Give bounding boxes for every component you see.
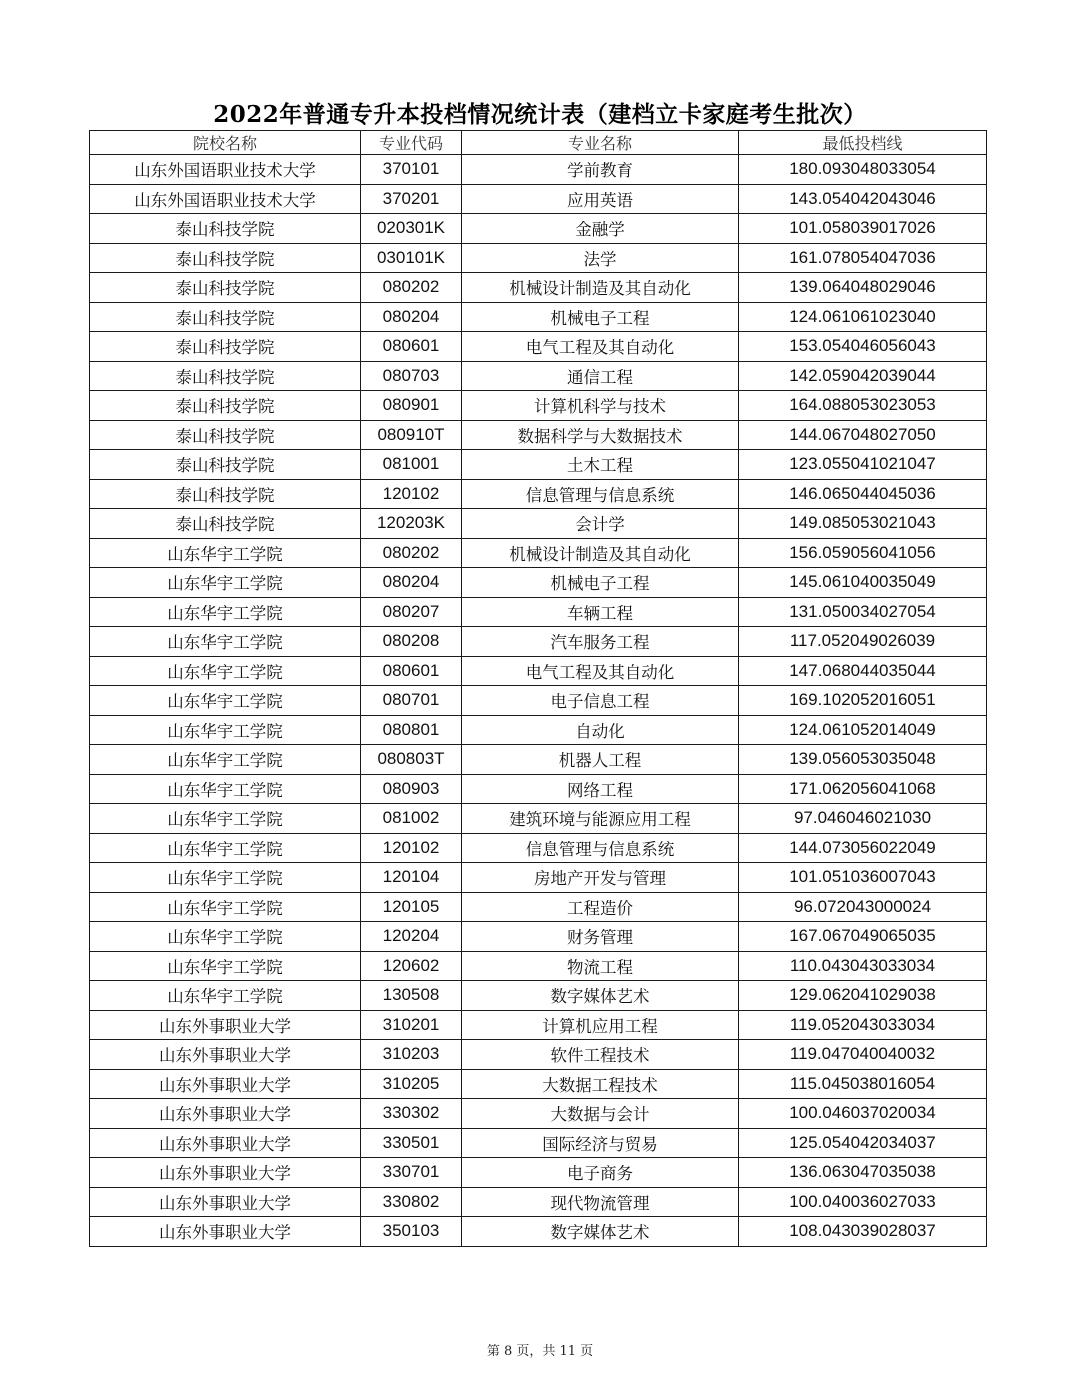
major-name-cell: 电气工程及其自动化 bbox=[462, 656, 739, 686]
major-name-cell: 数据科学与大数据技术 bbox=[462, 420, 739, 450]
school-name-cell: 山东华宇工学院 bbox=[90, 745, 361, 775]
min-score-cell: 119.052043033034 bbox=[739, 1010, 987, 1040]
major-code-cell: 120104 bbox=[361, 863, 462, 893]
table-row bbox=[90, 361, 987, 391]
table-row bbox=[90, 538, 987, 568]
school-name-cell: 泰山科技学院 bbox=[90, 214, 361, 244]
school-name-cell: 泰山科技学院 bbox=[90, 509, 361, 539]
min-score-cell: 124.061052014049 bbox=[739, 715, 987, 745]
major-code-cell: 120602 bbox=[361, 951, 462, 981]
table-row bbox=[90, 863, 987, 893]
min-score-cell: 125.054042034037 bbox=[739, 1128, 987, 1158]
major-code-cell: 350103 bbox=[361, 1217, 462, 1247]
table-row bbox=[90, 774, 987, 804]
major-code-cell: 080803T bbox=[361, 745, 462, 775]
school-name-cell: 泰山科技学院 bbox=[90, 479, 361, 509]
major-code-cell: 030101K bbox=[361, 243, 462, 273]
min-score-cell: 156.059056041056 bbox=[739, 538, 987, 568]
table-row bbox=[90, 273, 987, 303]
major-code-cell: 310201 bbox=[361, 1010, 462, 1040]
major-code-cell: 080801 bbox=[361, 715, 462, 745]
school-name-cell: 山东外事职业大学 bbox=[90, 1010, 361, 1040]
school-name-cell: 泰山科技学院 bbox=[90, 420, 361, 450]
major-code-cell: 081002 bbox=[361, 804, 462, 834]
school-name-cell: 泰山科技学院 bbox=[90, 361, 361, 391]
major-code-cell: 330701 bbox=[361, 1158, 462, 1188]
table-row bbox=[90, 656, 987, 686]
min-score-cell: 146.065044045036 bbox=[739, 479, 987, 509]
min-score-cell: 108.043039028037 bbox=[739, 1217, 987, 1247]
min-score-cell: 131.050034027054 bbox=[739, 597, 987, 627]
major-code-cell: 080204 bbox=[361, 302, 462, 332]
table-row bbox=[90, 450, 987, 480]
school-name-cell: 山东外事职业大学 bbox=[90, 1040, 361, 1070]
min-score-cell: 142.059042039044 bbox=[739, 361, 987, 391]
major-name-cell: 财务管理 bbox=[462, 922, 739, 952]
major-code-cell: 080910T bbox=[361, 420, 462, 450]
major-name-cell: 数字媒体艺术 bbox=[462, 1217, 739, 1247]
major-code-cell: 081001 bbox=[361, 450, 462, 480]
table-row bbox=[90, 420, 987, 450]
table-row bbox=[90, 686, 987, 716]
major-name-cell: 建筑环境与能源应用工程 bbox=[462, 804, 739, 834]
school-name-cell: 山东华宇工学院 bbox=[90, 568, 361, 598]
school-name-cell: 泰山科技学院 bbox=[90, 243, 361, 273]
school-name-cell: 山东华宇工学院 bbox=[90, 951, 361, 981]
major-name-cell: 土木工程 bbox=[462, 450, 739, 480]
major-name-cell: 物流工程 bbox=[462, 951, 739, 981]
major-code-cell: 310205 bbox=[361, 1069, 462, 1099]
table-row bbox=[90, 214, 987, 244]
min-score-cell: 145.061040035049 bbox=[739, 568, 987, 598]
major-name-cell: 电子信息工程 bbox=[462, 686, 739, 716]
page-title: 2022年普通专升本投档情况统计表（建档立卡家庭考生批次） bbox=[213, 101, 867, 128]
min-score-cell: 161.078054047036 bbox=[739, 243, 987, 273]
major-code-cell: 310203 bbox=[361, 1040, 462, 1070]
major-code-cell: 020301K bbox=[361, 214, 462, 244]
major-code-cell: 080202 bbox=[361, 273, 462, 303]
major-name-cell: 机械设计制造及其自动化 bbox=[462, 538, 739, 568]
table-row bbox=[90, 1128, 987, 1158]
major-code-cell: 120203K bbox=[361, 509, 462, 539]
min-score-cell: 117.052049026039 bbox=[739, 627, 987, 657]
major-code-cell: 120102 bbox=[361, 479, 462, 509]
major-name-cell: 法学 bbox=[462, 243, 739, 273]
school-name-cell: 山东华宇工学院 bbox=[90, 863, 361, 893]
major-name-cell: 大数据工程技术 bbox=[462, 1069, 739, 1099]
table-row bbox=[90, 922, 987, 952]
major-code-cell: 370101 bbox=[361, 155, 462, 185]
major-code-cell: 080903 bbox=[361, 774, 462, 804]
min-score-cell: 144.067048027050 bbox=[739, 420, 987, 450]
table-row bbox=[90, 332, 987, 362]
min-score-cell: 124.061061023040 bbox=[739, 302, 987, 332]
min-score-cell: 171.062056041068 bbox=[739, 774, 987, 804]
school-name-cell: 山东外事职业大学 bbox=[90, 1217, 361, 1247]
min-score-cell: 139.056053035048 bbox=[739, 745, 987, 775]
table-row bbox=[90, 1217, 987, 1247]
table-row bbox=[90, 1158, 987, 1188]
major-name-cell: 电子商务 bbox=[462, 1158, 739, 1188]
table-row bbox=[90, 833, 987, 863]
min-score-cell: 164.088053023053 bbox=[739, 391, 987, 421]
school-name-cell: 山东外事职业大学 bbox=[90, 1128, 361, 1158]
table-row bbox=[90, 302, 987, 332]
school-name-cell: 山东外国语职业技术大学 bbox=[90, 155, 361, 185]
school-name-cell: 山东外事职业大学 bbox=[90, 1158, 361, 1188]
major-name-cell: 自动化 bbox=[462, 715, 739, 745]
min-score-cell: 129.062041029038 bbox=[739, 981, 987, 1011]
major-name-cell: 房地产开发与管理 bbox=[462, 863, 739, 893]
school-name-cell: 山东华宇工学院 bbox=[90, 804, 361, 834]
header-school: 院校名称 bbox=[90, 131, 361, 155]
major-name-cell: 应用英语 bbox=[462, 184, 739, 214]
table-header-row bbox=[90, 131, 987, 155]
table-row bbox=[90, 509, 987, 539]
min-score-cell: 115.045038016054 bbox=[739, 1069, 987, 1099]
min-score-cell: 149.085053021043 bbox=[739, 509, 987, 539]
major-name-cell: 信息管理与信息系统 bbox=[462, 479, 739, 509]
table-row bbox=[90, 804, 987, 834]
school-name-cell: 山东华宇工学院 bbox=[90, 538, 361, 568]
major-name-cell: 会计学 bbox=[462, 509, 739, 539]
major-name-cell: 通信工程 bbox=[462, 361, 739, 391]
table-row bbox=[90, 745, 987, 775]
min-score-cell: 101.058039017026 bbox=[739, 214, 987, 244]
min-score-cell: 101.051036007043 bbox=[739, 863, 987, 893]
school-name-cell: 泰山科技学院 bbox=[90, 302, 361, 332]
table-row bbox=[90, 981, 987, 1011]
major-name-cell: 工程造价 bbox=[462, 892, 739, 922]
table-row bbox=[90, 568, 987, 598]
table-row bbox=[90, 597, 987, 627]
major-code-cell: 130508 bbox=[361, 981, 462, 1011]
school-name-cell: 山东外事职业大学 bbox=[90, 1187, 361, 1217]
major-code-cell: 120105 bbox=[361, 892, 462, 922]
major-name-cell: 机械电子工程 bbox=[462, 568, 739, 598]
school-name-cell: 山东华宇工学院 bbox=[90, 981, 361, 1011]
major-code-cell: 370201 bbox=[361, 184, 462, 214]
school-name-cell: 泰山科技学院 bbox=[90, 450, 361, 480]
major-name-cell: 电气工程及其自动化 bbox=[462, 332, 739, 362]
major-name-cell: 车辆工程 bbox=[462, 597, 739, 627]
school-name-cell: 山东华宇工学院 bbox=[90, 922, 361, 952]
school-name-cell: 山东华宇工学院 bbox=[90, 774, 361, 804]
school-name-cell: 山东外事职业大学 bbox=[90, 1069, 361, 1099]
major-name-cell: 金融学 bbox=[462, 214, 739, 244]
min-score-cell: 169.102052016051 bbox=[739, 686, 987, 716]
min-score-cell: 100.046037020034 bbox=[739, 1099, 987, 1129]
school-name-cell: 山东华宇工学院 bbox=[90, 892, 361, 922]
table-row bbox=[90, 479, 987, 509]
table-row bbox=[90, 155, 987, 185]
school-name-cell: 山东华宇工学院 bbox=[90, 656, 361, 686]
major-code-cell: 080207 bbox=[361, 597, 462, 627]
major-name-cell: 汽车服务工程 bbox=[462, 627, 739, 657]
school-name-cell: 山东华宇工学院 bbox=[90, 597, 361, 627]
major-code-cell: 120204 bbox=[361, 922, 462, 952]
major-code-cell: 080202 bbox=[361, 538, 462, 568]
school-name-cell: 泰山科技学院 bbox=[90, 273, 361, 303]
major-name-cell: 机器人工程 bbox=[462, 745, 739, 775]
header-major-code: 专业代码 bbox=[361, 131, 462, 155]
table-row bbox=[90, 1010, 987, 1040]
major-name-cell: 现代物流管理 bbox=[462, 1187, 739, 1217]
major-name-cell: 计算机科学与技术 bbox=[462, 391, 739, 421]
min-score-cell: 147.068044035044 bbox=[739, 656, 987, 686]
major-name-cell: 网络工程 bbox=[462, 774, 739, 804]
major-name-cell: 大数据与会计 bbox=[462, 1099, 739, 1129]
major-name-cell: 学前教育 bbox=[462, 155, 739, 185]
table-row bbox=[90, 1099, 987, 1129]
table-row bbox=[90, 951, 987, 981]
header-major-name: 专业名称 bbox=[462, 131, 739, 155]
min-score-cell: 139.064048029046 bbox=[739, 273, 987, 303]
major-name-cell: 机械电子工程 bbox=[462, 302, 739, 332]
min-score-cell: 153.054046056043 bbox=[739, 332, 987, 362]
table-row bbox=[90, 715, 987, 745]
major-name-cell: 机械设计制造及其自动化 bbox=[462, 273, 739, 303]
min-score-cell: 110.043043033034 bbox=[739, 951, 987, 981]
table-row bbox=[90, 1040, 987, 1070]
min-score-cell: 119.047040040032 bbox=[739, 1040, 987, 1070]
major-code-cell: 080901 bbox=[361, 391, 462, 421]
major-code-cell: 330802 bbox=[361, 1187, 462, 1217]
major-name-cell: 软件工程技术 bbox=[462, 1040, 739, 1070]
school-name-cell: 山东华宇工学院 bbox=[90, 715, 361, 745]
major-name-cell: 国际经济与贸易 bbox=[462, 1128, 739, 1158]
major-code-cell: 080601 bbox=[361, 656, 462, 686]
major-code-cell: 330302 bbox=[361, 1099, 462, 1129]
admission-score-table bbox=[89, 130, 987, 1247]
major-code-cell: 330501 bbox=[361, 1128, 462, 1158]
school-name-cell: 泰山科技学院 bbox=[90, 391, 361, 421]
school-name-cell: 山东华宇工学院 bbox=[90, 833, 361, 863]
major-code-cell: 080701 bbox=[361, 686, 462, 716]
major-name-cell: 信息管理与信息系统 bbox=[462, 833, 739, 863]
school-name-cell: 山东华宇工学院 bbox=[90, 686, 361, 716]
major-name-cell: 数字媒体艺术 bbox=[462, 981, 739, 1011]
school-name-cell: 山东外国语职业技术大学 bbox=[90, 184, 361, 214]
school-name-cell: 山东华宇工学院 bbox=[90, 627, 361, 657]
min-score-cell: 144.073056022049 bbox=[739, 833, 987, 863]
table-body bbox=[90, 155, 987, 1247]
min-score-cell: 123.055041021047 bbox=[739, 450, 987, 480]
page-footer: 第 8 页，共 11 页 bbox=[486, 1344, 594, 1359]
min-score-cell: 100.040036027033 bbox=[739, 1187, 987, 1217]
major-code-cell: 080204 bbox=[361, 568, 462, 598]
table-row bbox=[90, 391, 987, 421]
table-row bbox=[90, 184, 987, 214]
major-code-cell: 080703 bbox=[361, 361, 462, 391]
min-score-cell: 180.093048033054 bbox=[739, 155, 987, 185]
school-name-cell: 山东外事职业大学 bbox=[90, 1099, 361, 1129]
table-row bbox=[90, 892, 987, 922]
table-row bbox=[90, 243, 987, 273]
school-name-cell: 泰山科技学院 bbox=[90, 332, 361, 362]
table-row bbox=[90, 1069, 987, 1099]
header-min-score: 最低投档线 bbox=[739, 131, 987, 155]
major-code-cell: 080208 bbox=[361, 627, 462, 657]
table-row bbox=[90, 627, 987, 657]
table-row bbox=[90, 1187, 987, 1217]
major-name-cell: 计算机应用工程 bbox=[462, 1010, 739, 1040]
min-score-cell: 136.063047035038 bbox=[739, 1158, 987, 1188]
min-score-cell: 167.067049065035 bbox=[739, 922, 987, 952]
major-code-cell: 080601 bbox=[361, 332, 462, 362]
min-score-cell: 143.054042043046 bbox=[739, 184, 987, 214]
min-score-cell: 96.072043000024 bbox=[739, 892, 987, 922]
major-code-cell: 120102 bbox=[361, 833, 462, 863]
min-score-cell: 97.046046021030 bbox=[739, 804, 987, 834]
